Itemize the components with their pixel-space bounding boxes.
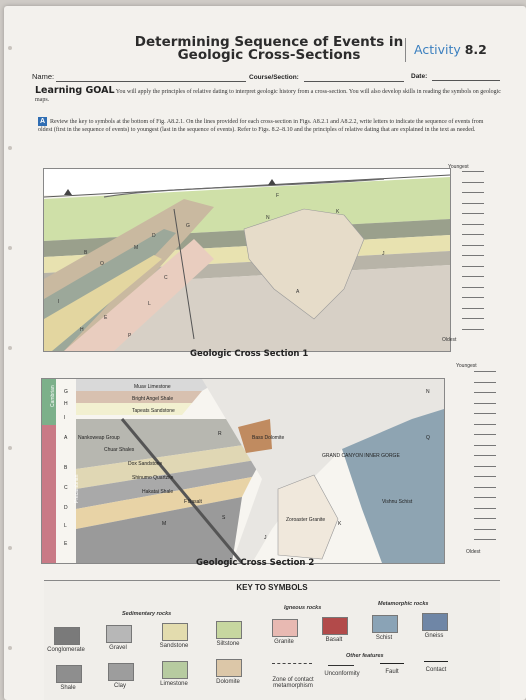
s1-letter-m: M (134, 245, 139, 251)
label-shale: Shale (60, 685, 76, 691)
name-label: Name: (32, 72, 55, 81)
s2-letter-j: J (264, 535, 267, 541)
unit-dox: Dox Sandstone (128, 461, 163, 467)
s1-letter-a: A (296, 289, 300, 295)
unit-bright-angel: Bright Angel Shale (132, 396, 174, 402)
answer-line[interactable] (462, 224, 484, 225)
swatch-shale (56, 665, 82, 683)
s1-letter-c: C (164, 275, 168, 281)
answer-line[interactable] (474, 539, 496, 540)
key-group-sedimentary: Sedimentary rocks (122, 611, 172, 617)
title-line-2: Geologic Cross-Sections (177, 47, 361, 63)
unit-muav: Muav Limestone (134, 384, 171, 390)
s2-letter-m: M (162, 521, 167, 527)
swatch-conglomerate (54, 627, 80, 645)
unit-hakatai: Hakatai Shale (142, 489, 174, 495)
s2-letter-b: B (64, 465, 68, 471)
name-field[interactable] (56, 81, 246, 82)
swatch-sandstone (162, 623, 188, 641)
s1-letter-f: F (276, 193, 280, 199)
label-basalt: Basalt (325, 637, 343, 643)
s1-letter-b: B (84, 250, 88, 256)
s1-letter-n: N (266, 215, 270, 221)
activity-word: Activity (414, 42, 461, 57)
answer-line[interactable] (474, 403, 496, 404)
swatch-limestone (162, 661, 188, 679)
goal-heading: Learning GOAL (35, 85, 115, 96)
s2-letter-h: H (64, 401, 68, 407)
swatch-siltstone (216, 621, 242, 639)
s1-letter-e: E (104, 315, 108, 321)
answer-line[interactable] (474, 497, 496, 498)
symbol-fault (380, 663, 404, 665)
s2-letter-r: R (218, 431, 222, 437)
label-contact: Contact (425, 667, 447, 673)
s2-oldest-label: Oldest (466, 549, 481, 555)
date-field[interactable] (432, 80, 500, 81)
answer-line[interactable] (474, 392, 496, 393)
part-a-text: Review the key to symbols at the bottom of Fig. A8.2.1. On the lines provided for each cross-section in Figs. A8.2.1 and A8.2.2, write letters to indicate the sequence of events from oldest (first in the sequence of events) to youngest (last in the sequence of events). Refer to Figs. 8.2–8.10 and the principles of relative dating that are explained in the text as needed. (38, 119, 484, 133)
unit-inner-gorge: GRAND CANYON INNER GORGE (322, 453, 400, 459)
part-a-badge: A (39, 118, 46, 125)
swatch-clay (108, 663, 134, 681)
answer-line[interactable] (474, 371, 496, 372)
course-field[interactable] (304, 81, 404, 82)
answer-line[interactable] (462, 287, 484, 288)
key-title: KEY TO SYMBOLS (236, 583, 308, 592)
swatch-dolomite (216, 659, 242, 677)
activity-label (405, 38, 506, 62)
s1-letter-d: D (152, 233, 156, 239)
era-precambrian: Precambrian (74, 474, 80, 503)
answer-line[interactable] (462, 297, 484, 298)
label-unconformity: Unconformity (324, 671, 360, 677)
label-gneiss: Gneiss (424, 633, 444, 639)
unit-chuar: Chuar Shales (104, 447, 135, 453)
answer-line[interactable] (462, 266, 484, 267)
era-cambrian: Cambrian (50, 385, 56, 407)
key-to-symbols (44, 580, 500, 700)
answer-line[interactable] (462, 329, 484, 330)
s2-letter-f: F (184, 499, 188, 505)
course-label: Course/Section: (249, 74, 299, 81)
answer-line[interactable] (474, 445, 496, 446)
worksheet-page (4, 6, 526, 700)
answer-line[interactable] (462, 318, 484, 319)
unit-basalt: Basalt (188, 499, 202, 505)
answer-line[interactable] (474, 487, 496, 488)
answer-line[interactable] (474, 382, 496, 383)
s2-letter-i: I (64, 415, 66, 421)
answer-line[interactable] (462, 234, 484, 235)
cross-section-2-caption: Geologic Cross Section 2 (196, 558, 315, 568)
symbol-unconformity (328, 665, 354, 667)
swatch-basalt (322, 617, 348, 635)
s1-letter-i: I (58, 299, 60, 305)
answer-line[interactable] (462, 182, 484, 183)
label-conglomerate: Conglomerate (47, 647, 85, 653)
key-group-other: Other features (346, 653, 384, 659)
s2-letter-q: Q (426, 435, 430, 441)
s2-letter-g: G (64, 389, 68, 395)
answer-line[interactable] (462, 203, 484, 204)
unit-vishnu: Vishnu Schist (382, 499, 413, 505)
s1-letter-p: P (128, 333, 132, 339)
answer-line[interactable] (474, 424, 496, 425)
swatch-granite (272, 619, 298, 637)
binder-holes (8, 6, 14, 700)
label-siltstone: Siltstone (216, 641, 240, 647)
s1-youngest-label: Youngest (448, 164, 469, 170)
answer-line[interactable] (462, 213, 484, 214)
answer-line[interactable] (474, 508, 496, 509)
s1-letter-k: K (336, 209, 340, 215)
answer-line[interactable] (474, 529, 496, 530)
s1-oldest-label: Oldest (442, 337, 457, 343)
s1-letter-h: H (80, 327, 84, 333)
answer-line[interactable] (474, 434, 496, 435)
key-group-igneous: Igneous rocks (284, 605, 322, 611)
s2-letter-l: L (64, 523, 67, 529)
answer-line[interactable] (462, 276, 484, 277)
answer-line[interactable] (474, 518, 496, 519)
s2-letter-k: K (338, 521, 342, 527)
cross-section-2-diagram (41, 378, 445, 564)
answer-line[interactable] (462, 171, 484, 172)
answer-line[interactable] (474, 476, 496, 477)
date-label: Date: (411, 73, 428, 80)
answer-line[interactable] (474, 455, 496, 456)
s2-youngest-label: Youngest (456, 363, 477, 369)
s1-letter-g: G (186, 223, 190, 229)
answer-line[interactable] (474, 413, 496, 414)
cross-section-1-diagram (43, 168, 451, 352)
s1-letter-j: J (382, 251, 385, 257)
s2-letter-s: S (222, 515, 226, 521)
label-fault: Fault (385, 669, 399, 675)
s1-letter-o: O (100, 261, 104, 267)
s2-letter-n: N (426, 389, 430, 395)
swatch-gneiss (422, 613, 448, 631)
key-group-metamorphic: Metamorphic rocks (378, 601, 429, 607)
answer-line[interactable] (474, 466, 496, 467)
answer-line[interactable] (462, 255, 484, 256)
label-dolomite: Dolomite (216, 679, 240, 685)
goal-text: You will apply the principles of relative dating to interpret geologic history from a cross-section. You will also develop skills in reading the symbols on geologic maps. (35, 89, 501, 103)
part-a-instructions (38, 117, 498, 134)
s1-letter-l: L (148, 301, 151, 307)
unit-zoroaster: Zoroaster Granite (286, 517, 326, 523)
answer-line[interactable] (462, 192, 484, 193)
cross-section-1-caption: Geologic Cross Section 1 (190, 349, 309, 359)
label-limestone: Limestone (160, 681, 188, 687)
label-clay: Clay (113, 683, 126, 689)
swatch-gravel (106, 625, 132, 643)
unit-tapeats: Tapeats Sandstone (132, 408, 175, 414)
answer-line[interactable] (462, 308, 484, 309)
unit-bass: Bass Dolomite (252, 435, 285, 441)
label-sandstone: Sandstone (159, 643, 189, 649)
title-line-1: Determining Sequence of Events in (134, 34, 404, 50)
label-contact-metamorphism: Zone of contact metamorphism (272, 677, 314, 689)
s2-letter-c: C (64, 485, 68, 491)
symbol-contact (424, 661, 448, 663)
unit-nankoweap: Nankoweap Group (78, 435, 120, 441)
label-gravel: Gravel (109, 645, 127, 651)
swatch-schist (372, 615, 398, 633)
s2-letter-a: A (64, 435, 68, 441)
activity-number: 8.2 (464, 42, 487, 57)
answer-line[interactable] (462, 245, 484, 246)
label-schist: Schist (375, 635, 393, 641)
label-granite: Granite (274, 639, 294, 645)
unit-shinumo: Shinumo Quartzite (132, 475, 174, 481)
learning-goal (35, 87, 505, 104)
page-title (134, 36, 404, 62)
s2-letter-e: E (64, 541, 68, 547)
s2-letter-d: D (64, 505, 68, 511)
